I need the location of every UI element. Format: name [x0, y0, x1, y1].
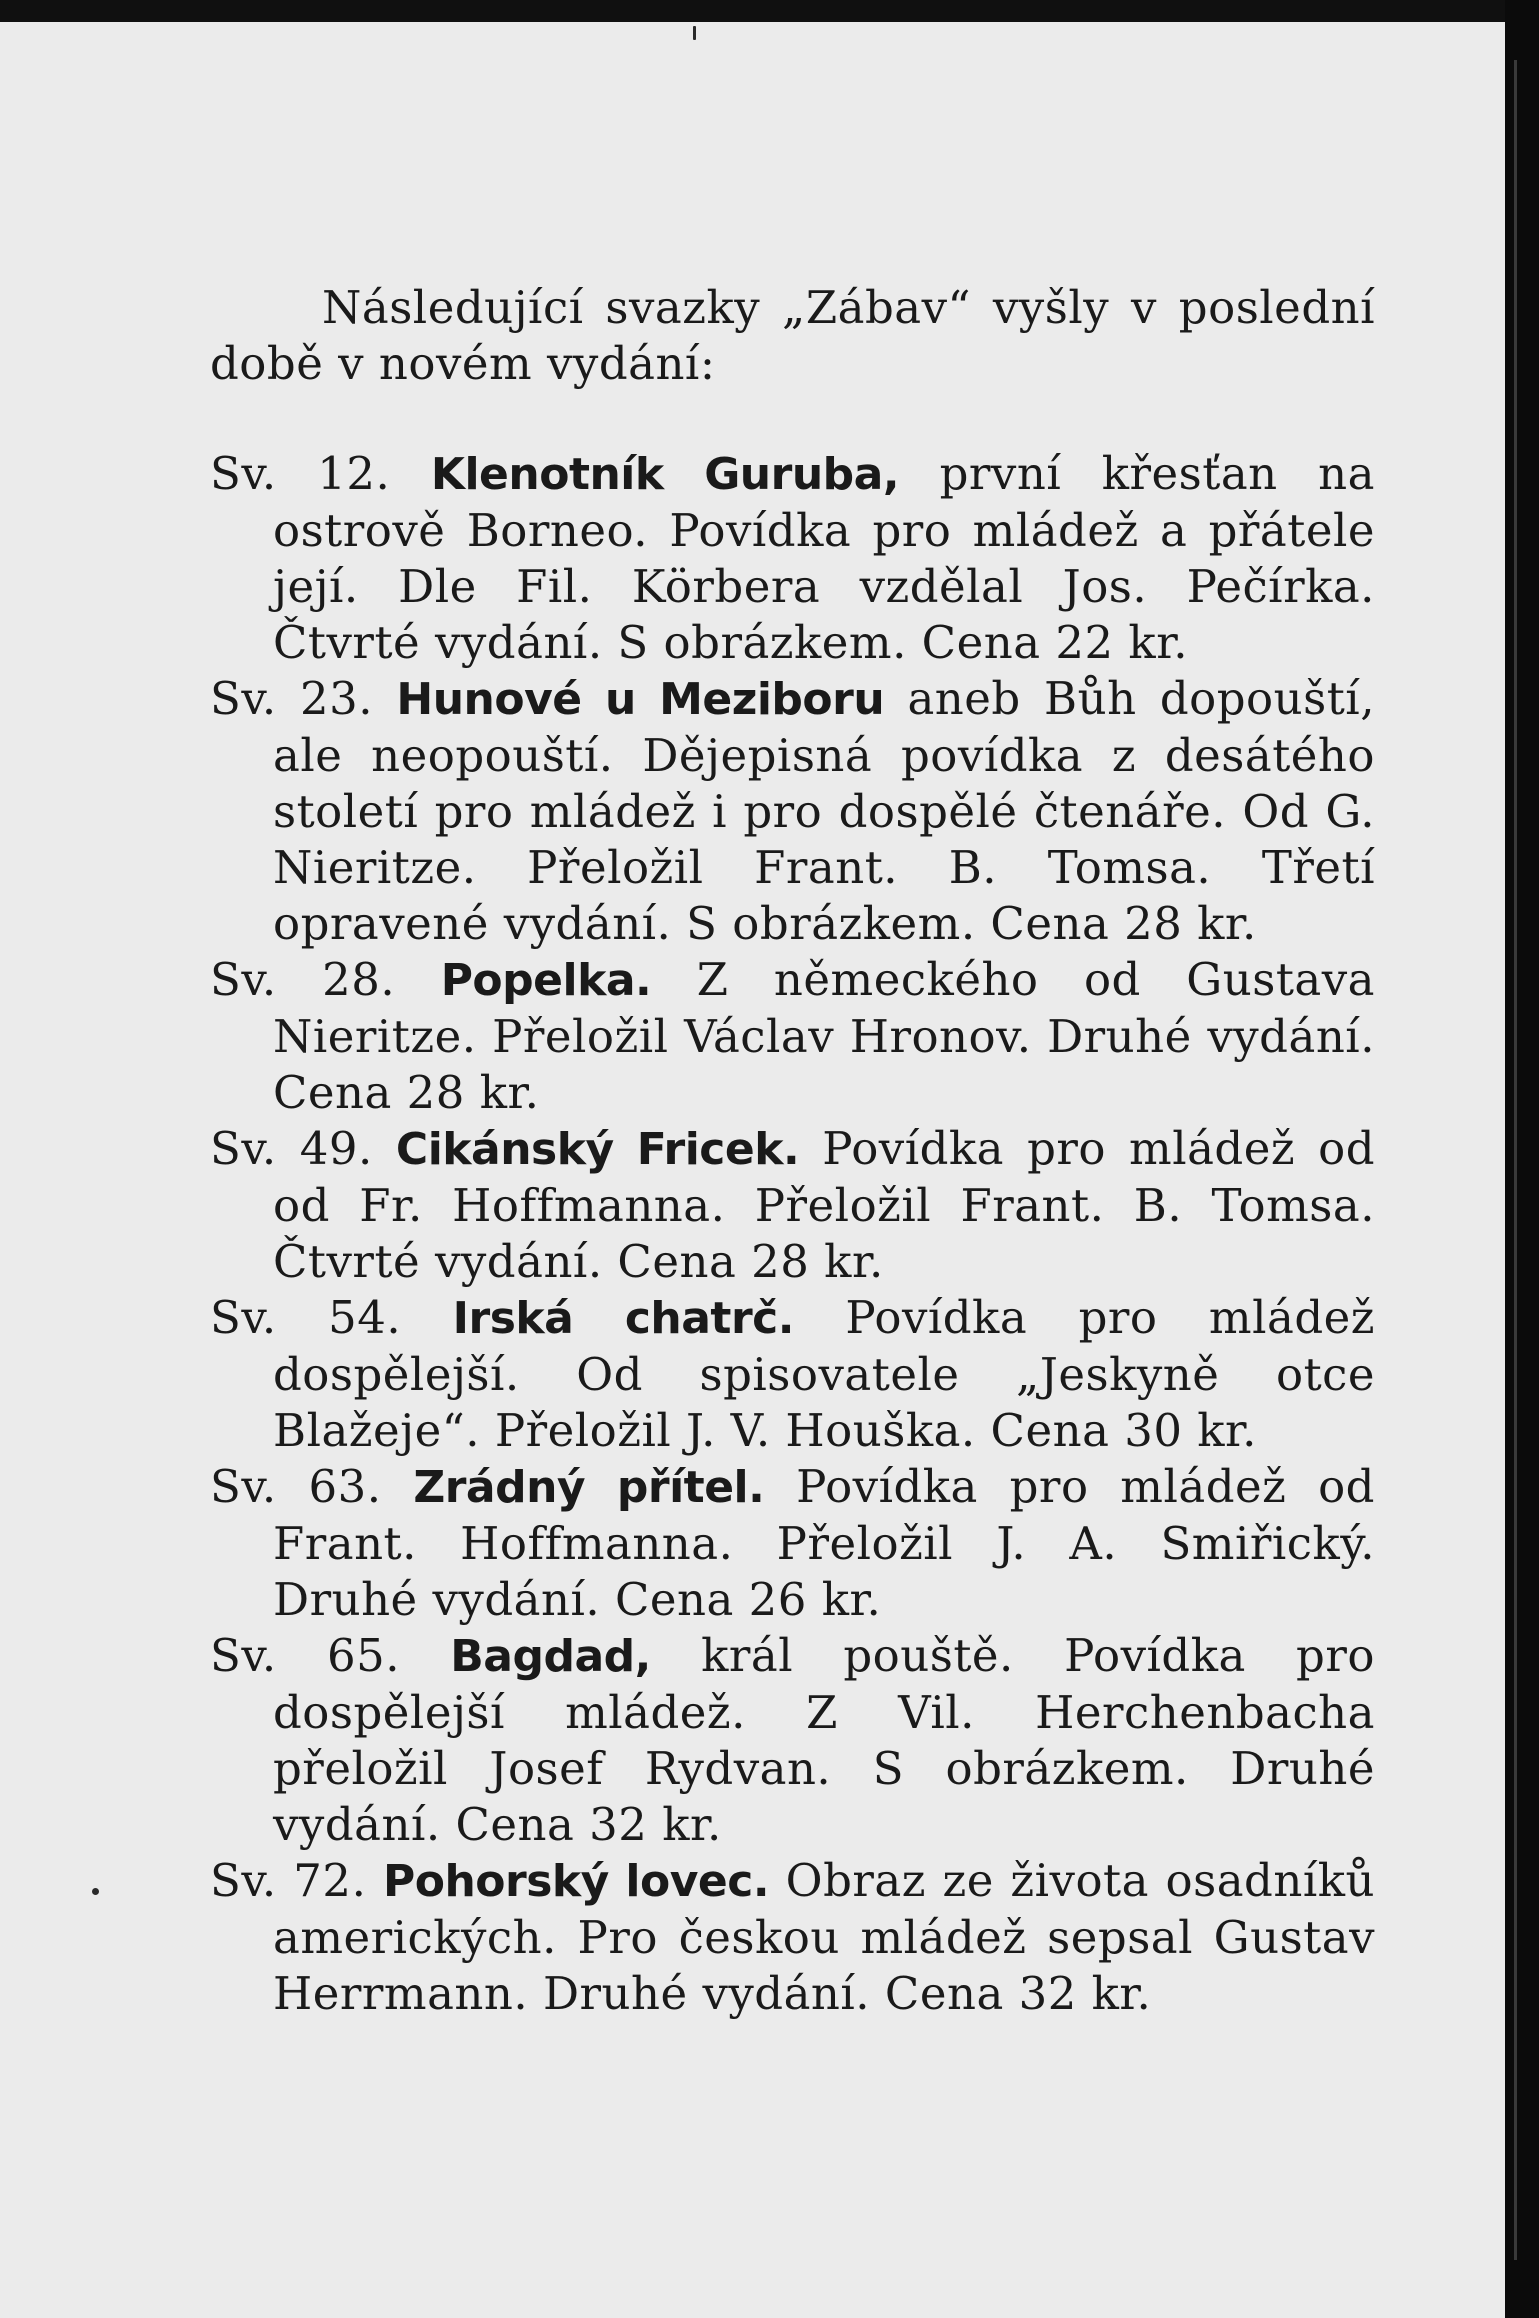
page-edge-line	[1514, 60, 1517, 2260]
book-description: Obraz ze života osadníků amerických. Pro českou mládež sepsal Gustav Herrmann. Druhé vydání. Cena 32 kr.	[273, 1854, 1375, 2020]
book-description: Povídka pro mládež dospělejší. Od spisovatele „Jeskyně otce Blažeje“. Přeložil J. V. Houška. Cena 30 kr.	[273, 1291, 1375, 1457]
advertisement-text	[210, 280, 1375, 2022]
volume-number: Sv. 63.	[210, 1460, 382, 1513]
scan-top-edge	[0, 0, 1539, 22]
book-entry	[210, 1121, 1375, 1290]
volume-number: Sv. 12.	[210, 447, 391, 500]
book-title: Hunové u Meziboru	[396, 674, 885, 725]
book-title: Klenotník Guruba,	[430, 449, 900, 500]
book-title: Zrádný přítel.	[413, 1462, 765, 1513]
book-title: Cikánský Fricek.	[395, 1124, 800, 1175]
book-title: Bagdad,	[450, 1631, 651, 1682]
book-entry	[210, 1290, 1375, 1459]
book-page	[0, 22, 1505, 2318]
book-description: Z německého od Gustava Nieritze. Přeložil Václav Hronov. Druhé vydání. Cena 28 kr.	[273, 953, 1375, 1119]
book-title: Popelka.	[440, 955, 652, 1006]
volume-number: Sv. 72.	[210, 1854, 367, 1907]
volume-number: Sv. 65.	[210, 1629, 401, 1682]
ink-speck	[92, 1888, 99, 1895]
volume-number: Sv. 49.	[210, 1122, 373, 1175]
volume-number: Sv. 28.	[210, 953, 396, 1006]
scan-right-edge	[1505, 0, 1539, 2318]
book-description: král pouště. Povídka pro dospělejší mládež. Z Vil. Herchenbacha přeložil Josef Rydvan. S obrázkem. Druhé vydání. Cena 32 kr.	[273, 1629, 1375, 1851]
volume-number: Sv. 23.	[210, 672, 374, 725]
book-entry	[210, 1628, 1375, 1853]
book-entry	[210, 1853, 1375, 2022]
book-entry	[210, 1459, 1375, 1628]
book-description: první křesťan na ostrově Borneo. Povídka pro mládež a přátele její. Dle Fil. Körbera vzdělal Jos. Pečírka. Čtvrté vydání. S obrázkem. Cena 22 kr.	[273, 447, 1375, 669]
book-entry	[210, 446, 1375, 671]
book-entry	[210, 952, 1375, 1121]
book-description: Povídka pro mládež od od Fr. Hoffmanna. Přeložil Frant. B. Tomsa. Čtvrté vydání. Cena 28 kr.	[273, 1122, 1376, 1288]
book-title: Pohorský lovec.	[382, 1856, 770, 1907]
book-entry	[210, 671, 1375, 952]
book-description: Povídka pro mládež od Frant. Hoffmanna. Přeložil J. A. Smiřický. Druhé vydání. Cena 26 kr.	[273, 1460, 1375, 1626]
intro-paragraph: Následující svazky „Zábav“ vyšly v poslední době v novém vydání:	[210, 281, 1375, 390]
book-description: aneb Bůh dopouští, ale neopouští. Dějepisná povídka z desátého století pro mládež i pro dospělé čtenáře. Od G. Nieritze. Přeložil Frant. B. Tomsa. Třetí opravené vydání. S obrázkem. Cena 28 kr.	[273, 672, 1376, 950]
ink-speck	[693, 26, 696, 40]
volume-number: Sv. 54.	[210, 1291, 402, 1344]
book-title: Irská chatrč.	[452, 1293, 794, 1344]
